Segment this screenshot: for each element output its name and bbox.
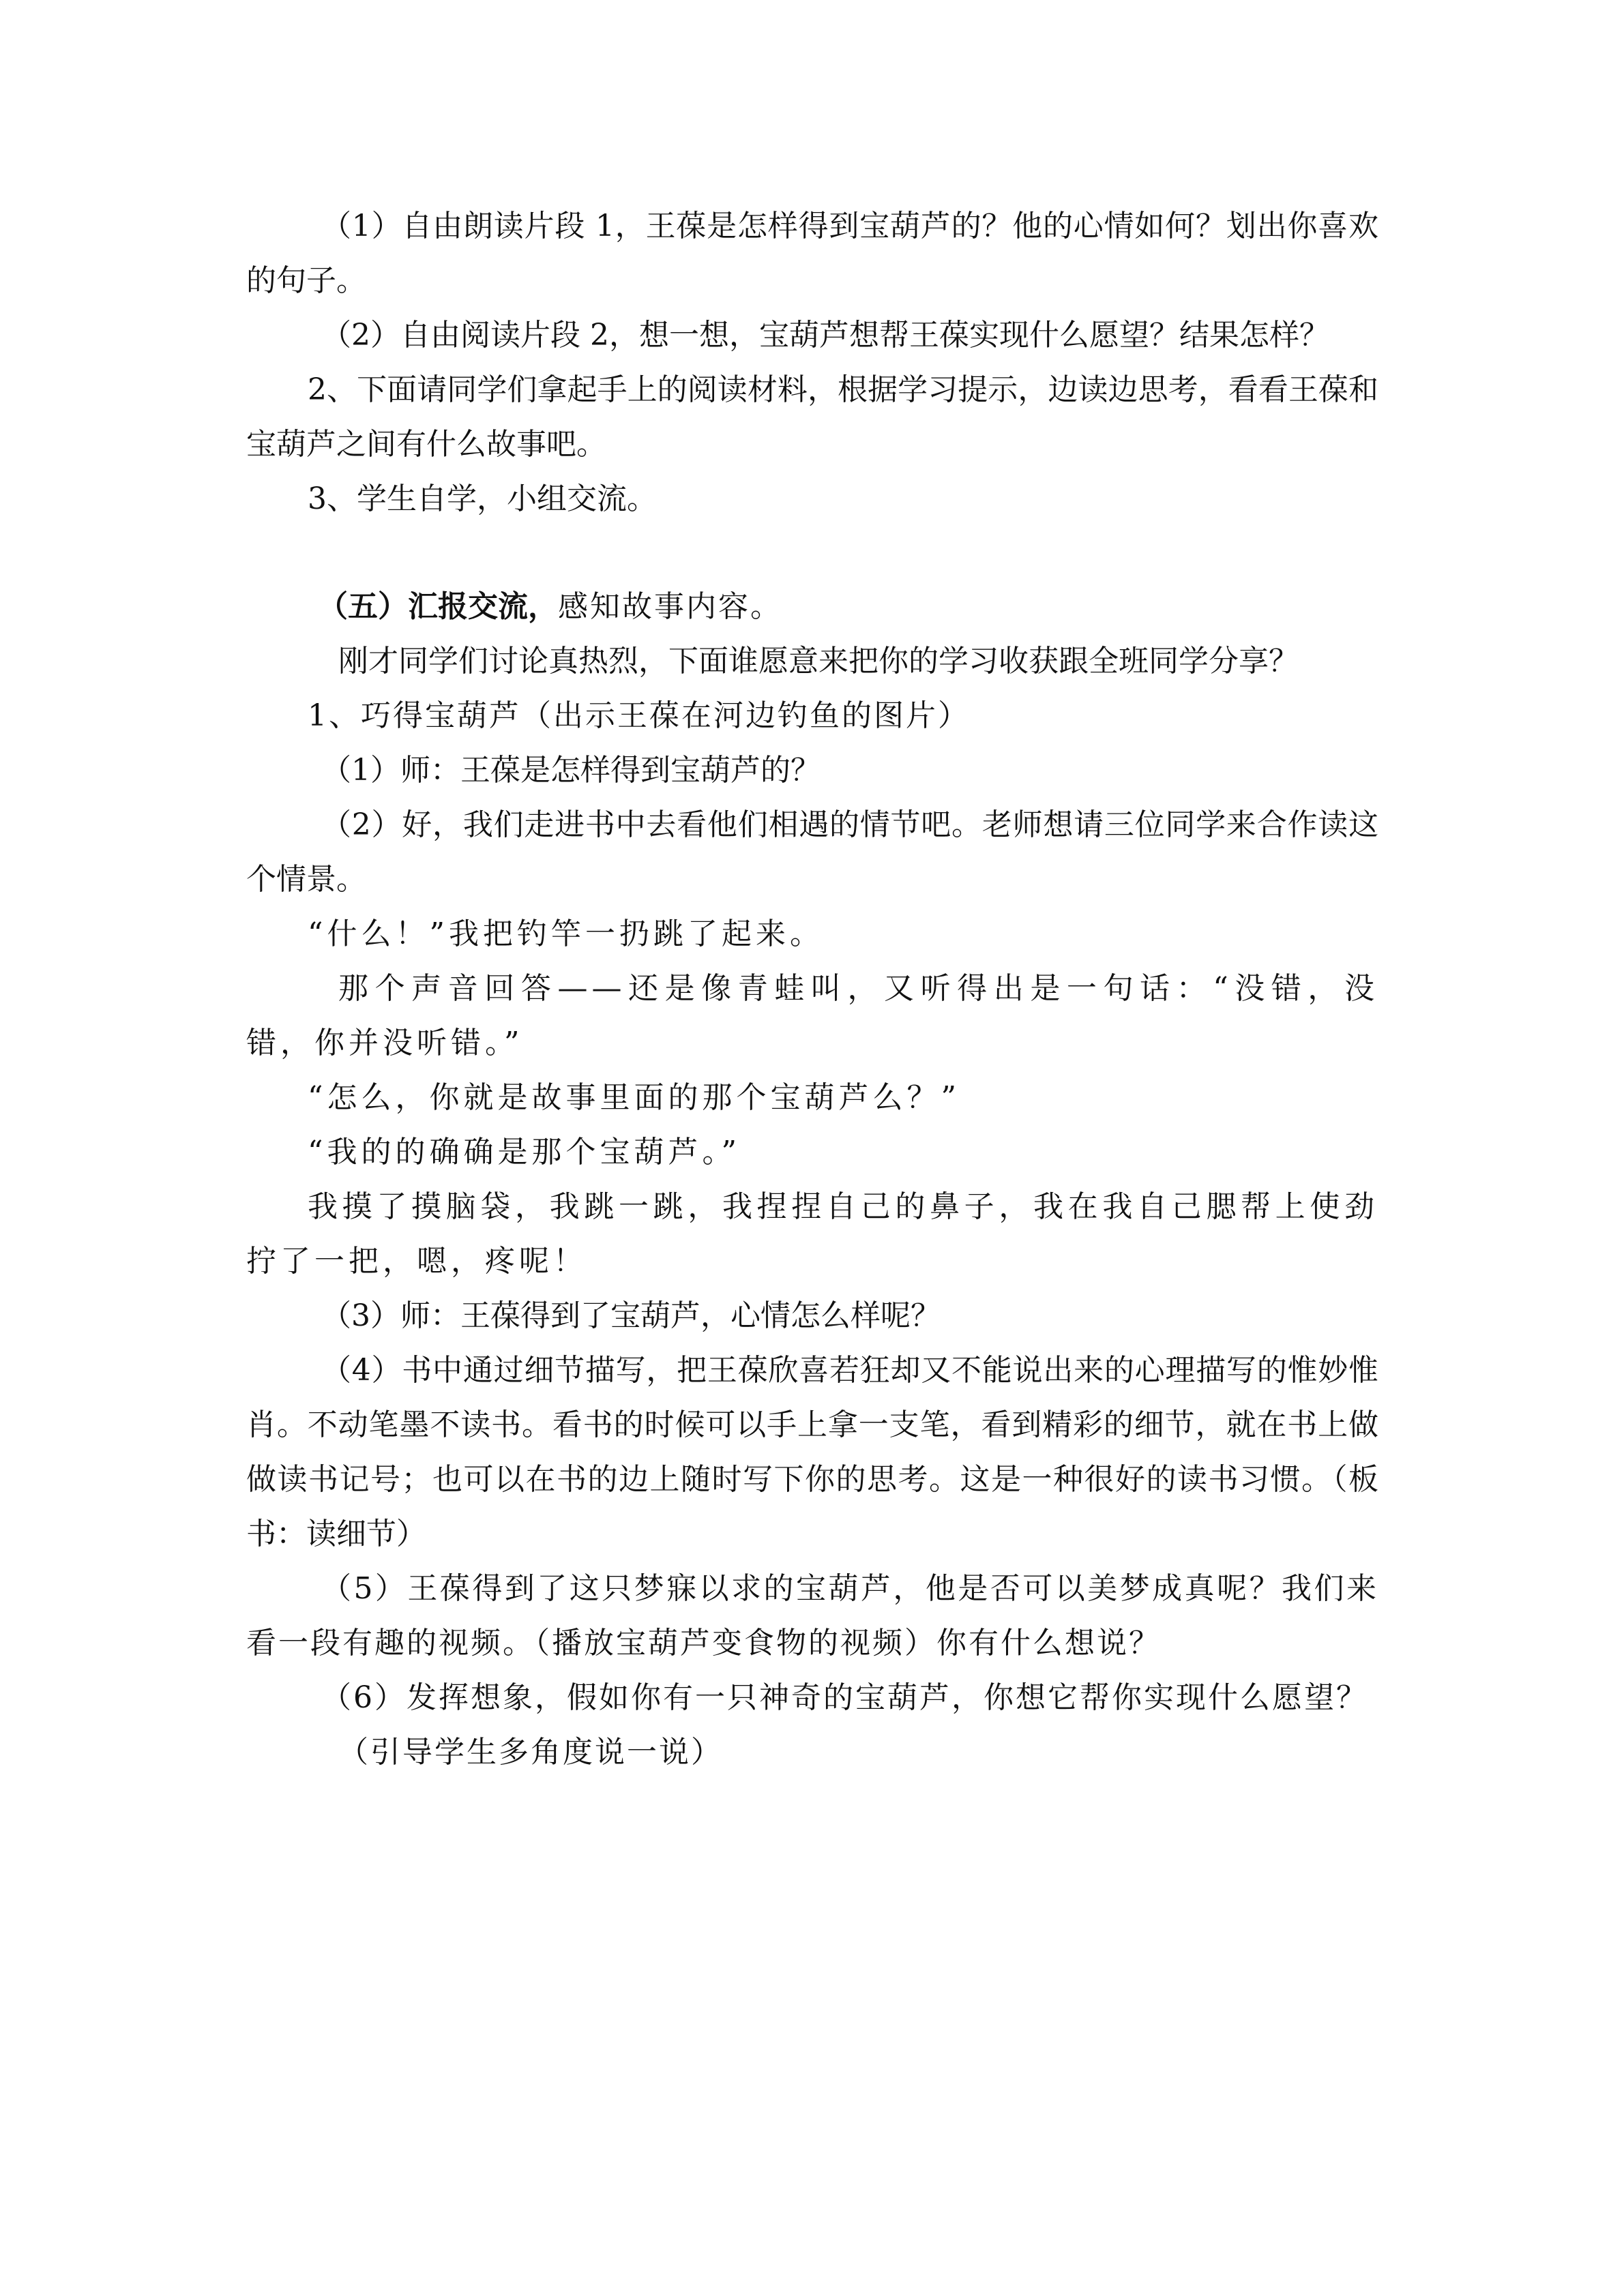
section-heading-rest: 感知故事内容。 (558, 589, 782, 624)
paragraph-intro: 刚才同学们讨论真热烈，下面谁愿意来把你的学习收获跟全班同学分享？ (338, 644, 1299, 679)
quote-line-1: “什么！”我把钓竿一扔跳了起来。 (308, 916, 824, 951)
paragraph-video-question: （5）王葆得到了这只梦寐以求的宝葫芦，他是否可以美梦成真呢？我们来看一段有趣的视频。（播放宝葫芦变食物的视频）你有什么想说？ (246, 1571, 1378, 1660)
paragraph-teacher-question: （1）师：王葆是怎样得到宝葫芦的？ (321, 753, 821, 788)
paragraph-detail-writing: （4）书中通过细节描写，把王葆欣喜若狂却又不能说出来的心理描写的惟妙惟肖。不动笔墨不读书。看书的时候可以手上拿一支笔，看到精彩的细节，就在书上做做读书记号；也可以在书的边上随时写下你的思考。这是一种很好的读书习惯。（板书：读细节） (246, 1353, 1378, 1551)
paragraph-reading-scene: （2）好，我们走进书中去看他们相遇的情节吧。老师想请三位同学来合作读这个情景。 (246, 807, 1378, 897)
paragraph-imagination: （6）发挥想象，假如你有一只神奇的宝葫芦，你想它帮你实现什么愿望？ (321, 1680, 1368, 1715)
paragraph-instruction-2: 2、下面请同学们拿起手上的阅读材料，根据学习提示，边读边思考，看看王葆和宝葫芦之间有什么故事吧。 (246, 372, 1378, 462)
document-body (246, 199, 1378, 1780)
section-heading (246, 580, 1378, 634)
quote-line-4: “我的的确确是那个宝葫芦。” (308, 1135, 741, 1169)
paragraph-instruction-3: 3、学生自学，小组交流。 (308, 481, 657, 516)
quote-line-3: “怎么，你就是故事里面的那个宝葫芦么？” (308, 1080, 960, 1115)
section-heading-bold: （五）汇报交流， (318, 589, 558, 624)
paragraph-guidance: （引导学生多角度说一说） (338, 1735, 723, 1770)
quote-line-5: 我摸了摸脑袋，我跳一跳，我捏捏自己的鼻子，我在我自己腮帮上使劲拧了一把，嗯，疼呢！ (246, 1189, 1378, 1279)
paragraph-reading-task-2: （2）自由阅读片段 2，想一想，宝葫芦想帮王葆实现什么愿望？结果怎样？ (321, 318, 1329, 353)
section-gap (246, 526, 1378, 580)
quote-line-2: 那个声音回答——还是像青蛙叫，又听得出是一句话：“没错，没错，你并没听错。” (246, 971, 1378, 1060)
paragraph-teacher-feeling: （3）师：王葆得到了宝葫芦，心情怎么样呢？ (321, 1298, 941, 1333)
paragraph-topic-1: 1、巧得宝葫芦（出示王葆在河边钓鱼的图片） (308, 698, 970, 733)
paragraph-reading-task-1: （1）自由朗读片段 1，王葆是怎样得到宝葫芦的？他的心情如何？划出你喜欢的句子。 (246, 209, 1378, 298)
